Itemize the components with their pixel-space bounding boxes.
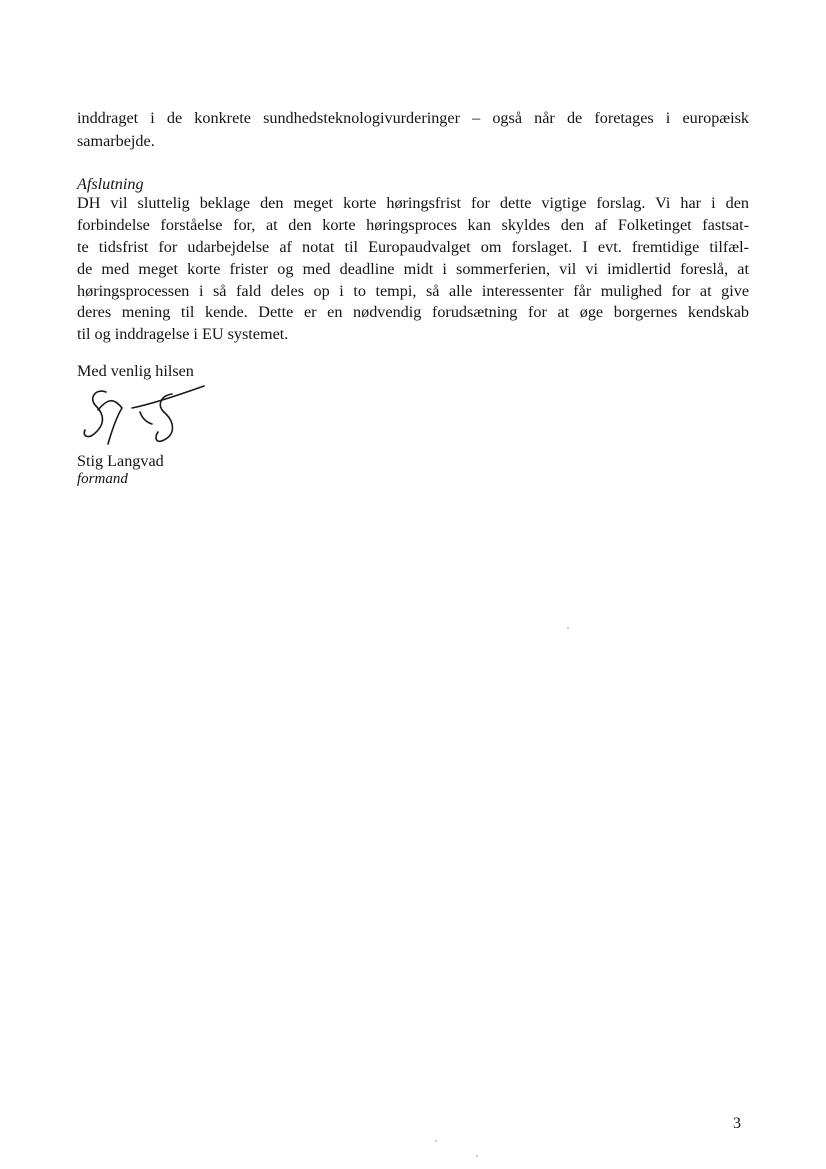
section-heading: Afslutning <box>77 175 144 193</box>
handwritten-signature <box>76 384 211 452</box>
signatory-name: Stig Langvad <box>77 452 164 470</box>
paragraph-line-1: DH vil sluttelig beklage den meget korte høringsfrist for dette vigtige forslag. Vi har i den <box>77 194 749 212</box>
paragraph-line-3: te tidsfrist for udarbejdelse af notat til Europaudvalget om forslaget. I evt. fremtidige tilfæl- <box>77 238 749 256</box>
scan-speck <box>567 627 569 629</box>
paragraph-line-5: høringsprocessen i så fald deles op i to tempi, så alle interessenter får mulighed for at give <box>77 282 749 300</box>
page-number: 3 <box>733 1115 741 1132</box>
paragraph-line-4: de med meget korte frister og med deadline midt i sommerferien, vil vi imidlertid foreslå, at <box>77 260 749 278</box>
paragraph-line-2: forbindelse forståelse for, at den korte høringsproces kan skyldes den af Folketinget fastsat- <box>77 216 749 234</box>
paragraph-line-7: til og inddragelse i EU systemet. <box>77 325 289 343</box>
closing-greeting: Med venlig hilsen <box>77 362 194 380</box>
intro-line-1: inddraget i de konkrete sundhedsteknologivurderinger – også når de foretages i europæisk <box>77 109 749 127</box>
scan-speck <box>435 1140 437 1142</box>
scan-speck <box>476 1155 478 1157</box>
signatory-title: formand <box>77 471 128 487</box>
intro-line-2: samarbejde. <box>77 132 155 150</box>
paragraph-line-6: deres mening til kende. Dette er en nødvendig forudsætning for at øge borgernes kendskab <box>77 303 749 321</box>
